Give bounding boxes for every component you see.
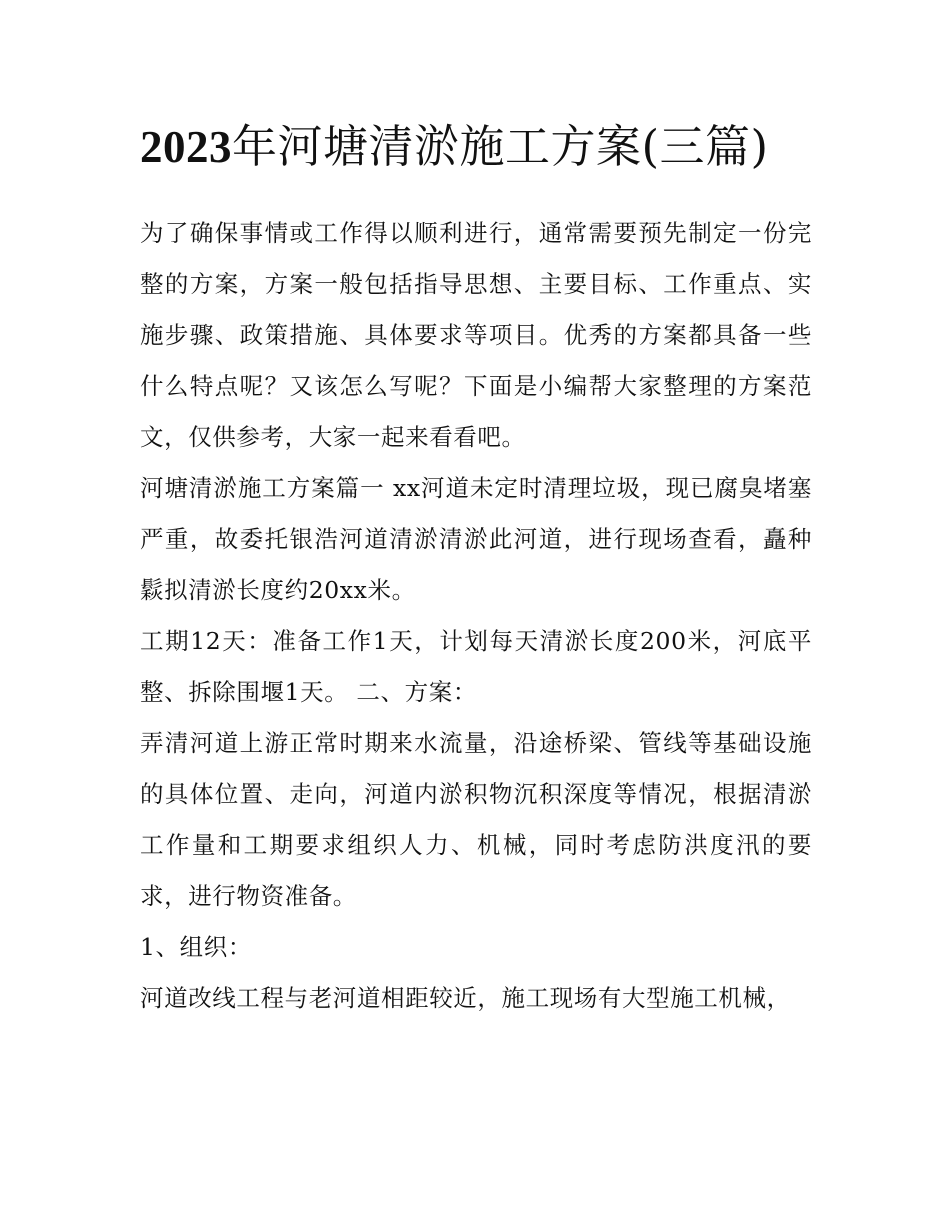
title-year: 2023 — [140, 122, 232, 172]
document-title — [140, 112, 812, 182]
paragraph-section-one: 河塘清淤施工方案篇一 xx河道未定时清理垃圾，现已腐臭堵塞严重，故委托银浩河道清淤清淤此河道，进行现场查看，矗种鬏拟清淤长度约20xx米。 — [140, 474, 812, 604]
document-body — [140, 112, 812, 1024]
title-text: 年河塘清淤施工方案(三篇) — [232, 120, 769, 173]
paragraph-organization: 河道改线工程与老河道相距较近，施工现场有大型施工机械， — [140, 984, 791, 1012]
paragraph-preparation: 弄清河道上游正常时期来水流量，沿途桥梁、管线等基础设施的具体位置、走向，河道内淤积物沉积深度等情况，根据清淤工作量和工期要求组织人力、机械，同时考虑防洪度汛的要求，进行物资准备。 — [140, 729, 812, 910]
paragraph-schedule: 工期12天：准备工作1天，计划每天清淤长度200米，河底平整、拆除围堰1天。 二、方案： — [140, 627, 812, 706]
paragraph-organization-heading: 1、组织： — [140, 933, 252, 961]
paragraph-intro: 为了确保事情或工作得以顺利进行，通常需要预先制定一份完整的方案，方案一般包括指导思想、主要目标、工作重点、实施步骤、政策措施、具体要求等项目。优秀的方案都具备一些什么特点呢？又该怎么写呢？下面是小编帮大家整理的方案范文，仅供参考，大家一起来看看吧。 — [140, 219, 812, 451]
